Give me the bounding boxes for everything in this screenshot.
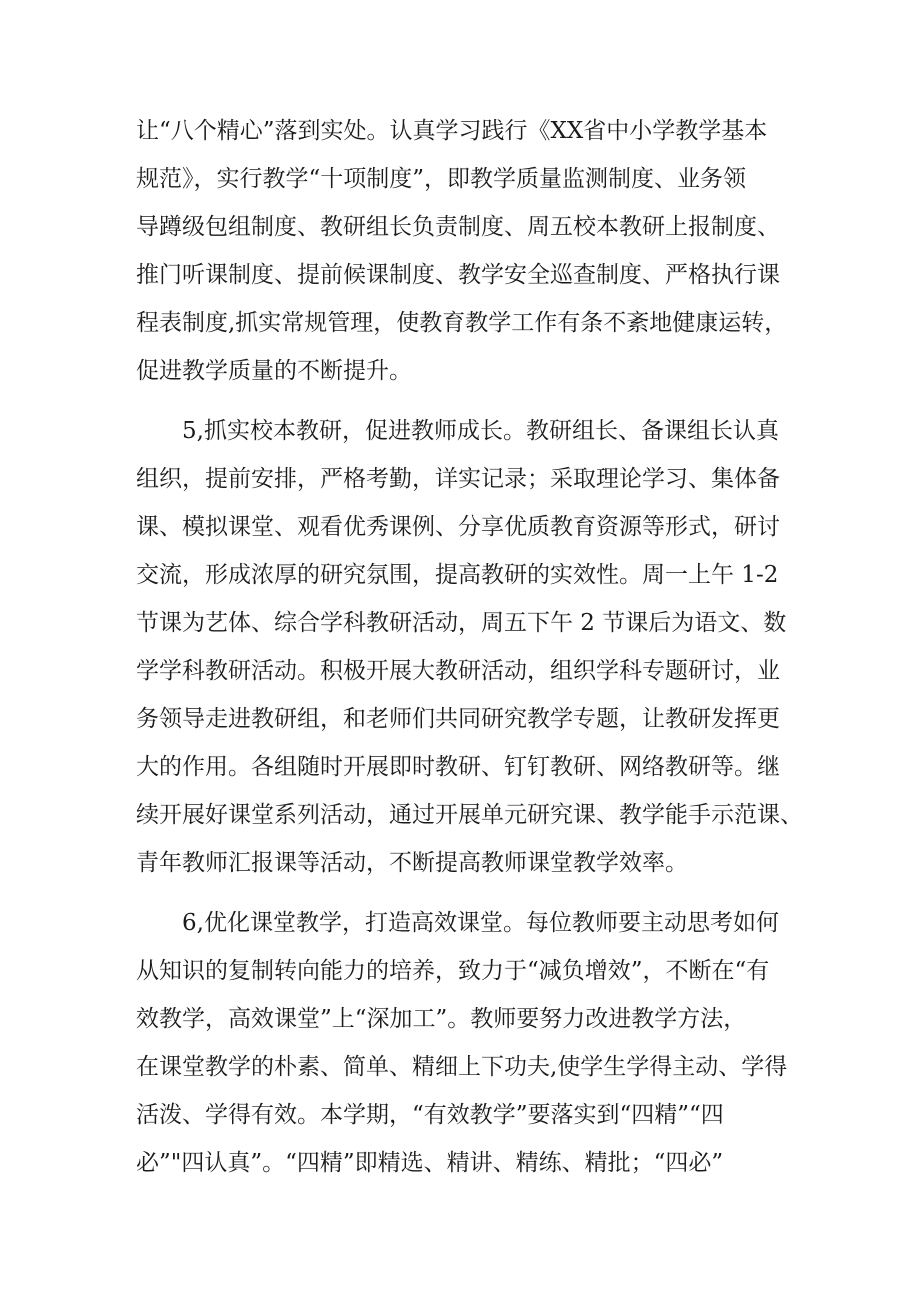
paragraph-continuation	[136, 107, 826, 395]
text-line: 推门听课制度、提前候课制度、教学安全巡查制度、严格执行课	[136, 262, 780, 288]
text-line: 从知识的复制转向能力的培养，致力于“减负增效”，不断在“有	[136, 958, 770, 984]
text-line: 活泼、学得有效。本学期，“有效教学”要落实到“四精”“四	[136, 1102, 724, 1128]
text-line: 效教学，高效课堂”上“深加工”。教师要努力改进教学方法，	[136, 1006, 747, 1032]
text-line: 课、模拟课堂、观看优秀课例、分享优质教育资源等形式，研讨	[136, 514, 780, 540]
text-line: 程表制度,抓实常规管理，使教育教学工作有条不紊地健康运转，	[136, 310, 788, 336]
text-line: 必”"四认真”。“四精”即精选、精讲、精练、精批；“四必”	[136, 1150, 724, 1176]
text-line: 组织，提前安排，严格考勤，详实记录；采取理论学习、集体备	[136, 466, 780, 492]
paragraph-item-6	[136, 899, 826, 1187]
paragraph-gap	[136, 887, 826, 899]
text-line: 交流，形成浓厚的研究氛围，提高教研的实效性。周一上午 1-2	[136, 562, 779, 588]
text-line: 5,抓实校本教研，促进教师成长。教研组长、备课组长认真	[182, 418, 779, 444]
text-line: 节课为艺体、综合学科教研活动，周五下午 2 节课后为语文、数	[136, 610, 787, 636]
text-line: 大的作用。各组随时开展即时教研、钉钉教研、网络教研等。继	[136, 754, 780, 780]
text-line: 青年教师汇报课等活动，不断提高教师课堂教学效率。	[136, 850, 688, 876]
text-line: 导蹲级包组制度、教研组长负责制度、周五校本教研上报制度、	[136, 214, 780, 240]
paragraph-gap	[136, 395, 826, 407]
paragraph-item-5	[136, 407, 826, 887]
text-line: 续开展好课堂系列活动，通过开展单元研究课、教学能手示范课、	[136, 802, 803, 828]
text-line: 让“八个精心”落到实处。认真学习践行《XX省中小学教学基本	[136, 118, 768, 144]
text-line: 学学科教研活动。积极开展大教研活动，组织学科专题研讨，业	[136, 658, 780, 684]
document-body	[136, 107, 826, 1187]
text-line: 促进教学质量的不断提升。	[136, 358, 412, 384]
text-line: 规范》，实行教学“十项制度”，即教学质量监测制度、业务领	[136, 166, 747, 192]
text-line: 6,优化课堂教学，打造高效课堂。每位教师要主动思考如何	[182, 910, 779, 936]
text-line: 在课堂教学的朴素、简单、精细上下功夫,使学生学得主动、学得	[136, 1054, 788, 1080]
text-line: 务领导走进教研组，和老师们共同研究教学专题，让教研发挥更	[136, 706, 780, 732]
